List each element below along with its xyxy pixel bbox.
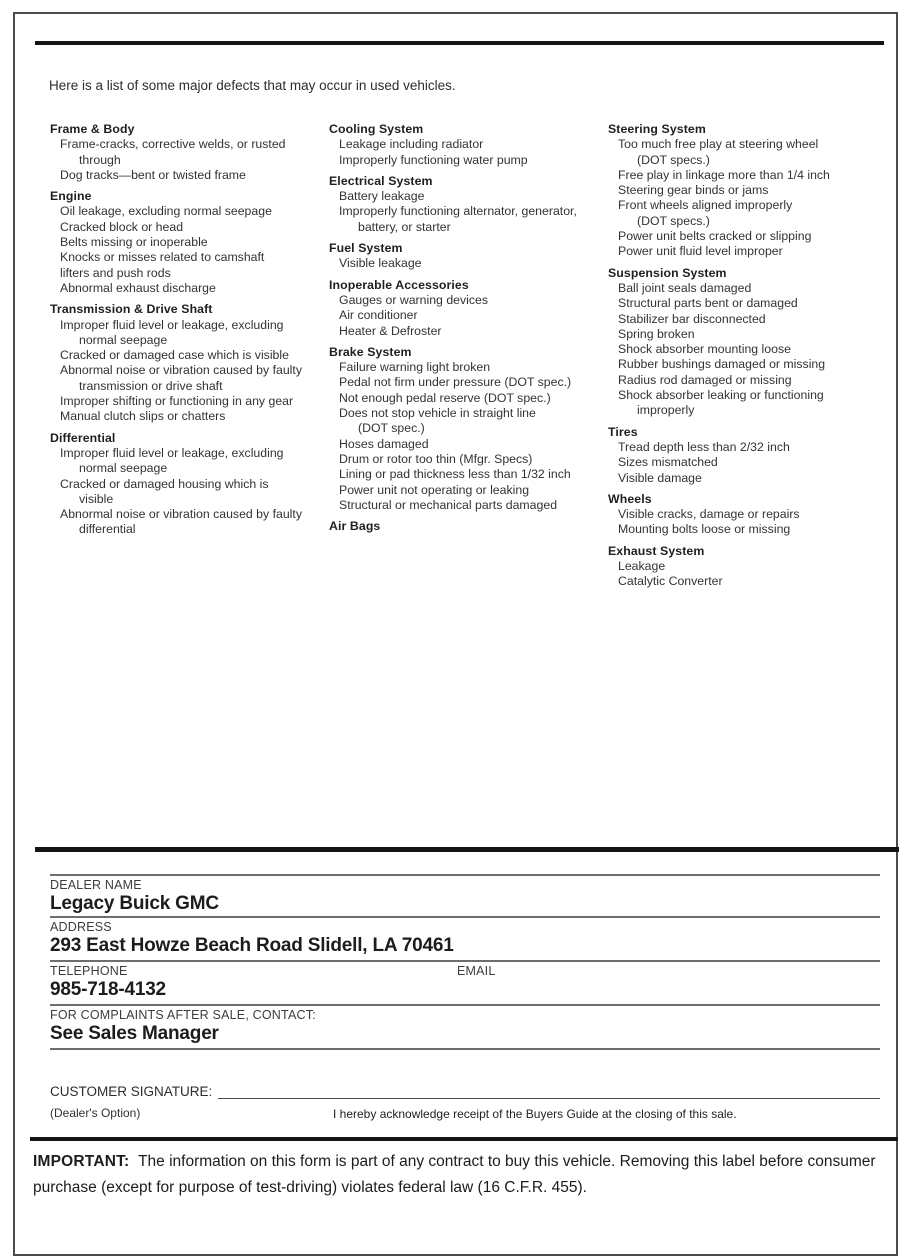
defect-section [608, 544, 891, 590]
email-label: EMAIL [457, 964, 496, 978]
dealer-name-value: Legacy Buick GMC [50, 893, 219, 914]
defect-item-line: Failure warning light broken [339, 360, 491, 375]
defect-item-line: Power unit fluid level improper [618, 244, 783, 259]
defect-item-line: Tread depth less than 2/32 inch [618, 439, 790, 454]
defect-section-heading: Fuel System [329, 241, 403, 256]
defect-section [50, 431, 329, 538]
defect-item-line: Sizes mismatched [618, 455, 718, 470]
important-text: The information on this form is part of any contract to buy this vehicle. Removing this label before consumer purchase (except for purpose of test-driving) violates federal law (16 C.F.R. 455). [33, 1153, 876, 1196]
defect-item-line: Spring broken [618, 326, 695, 341]
defect-item-line: Visible leakage [339, 256, 422, 271]
defect-item-line: Cracked block or head [60, 219, 184, 234]
defect-item-line: Frame-cracks, corrective welds, or rusted [60, 137, 286, 152]
field-row-complaints-contact [50, 1006, 880, 1050]
defect-item-line: Abnormal exhaust discharge [60, 280, 216, 295]
defect-column-2 [329, 122, 608, 540]
defect-section [329, 278, 608, 339]
defect-item-line: Knocks or misses related to camshaft [60, 250, 265, 265]
defect-item-line: through [79, 152, 121, 167]
defect-section-heading: Brake System [329, 344, 412, 359]
defect-item-line: Pedal not firm under pressure (DOT spec.) [339, 375, 572, 390]
defect-item-line: (DOT specs.) [637, 213, 710, 228]
defect-item-line: Hoses damaged [339, 436, 429, 451]
defect-section [608, 122, 891, 260]
intro-text: Here is a list of some major defects that may occur in used vehicles. [49, 78, 456, 93]
defect-item-line: Abnormal noise or vibration caused by faulty [60, 363, 302, 378]
customer-signature-row [50, 1083, 880, 1099]
defect-item-line: normal seepage [79, 332, 168, 347]
defect-section-heading: Differential [50, 430, 116, 445]
defect-item-line: Lining or pad thickness less than 1/32 inch [339, 467, 571, 482]
defect-item-line: Leakage including radiator [339, 137, 484, 152]
telephone-label: TELEPHONE [50, 964, 128, 978]
defect-section-heading: Frame & Body [50, 122, 135, 136]
defect-list-columns [50, 122, 895, 596]
defect-item-line: Shock absorber leaking or functioning [618, 388, 824, 403]
defect-item-line: Leakage [618, 559, 666, 574]
defect-item-line: Structural parts bent or damaged [618, 296, 798, 311]
complaints-contact-label: FOR COMPLAINTS AFTER SALE, CONTACT: [50, 1008, 316, 1022]
defect-item-line: lifters and push rods [60, 265, 171, 280]
defect-item-line: differential [79, 522, 136, 537]
address-value: 293 East Howze Beach Road Slidell, LA 70461 [50, 935, 454, 956]
defect-item-line: Air conditioner [339, 308, 418, 323]
defect-item-line: Shock absorber mounting loose [618, 342, 791, 357]
defect-item-line: transmission or drive shaft [79, 378, 223, 393]
defect-item-line: (DOT specs.) [637, 152, 710, 167]
defect-item-line: battery, or starter [358, 219, 451, 234]
defect-item-line: (DOT spec.) [358, 421, 425, 436]
acknowledgment-text: I hereby acknowledge receipt of the Buyers Guide at the closing of this sale. [333, 1107, 737, 1121]
defect-item-line: Improper fluid level or leakage, excluding [60, 317, 284, 332]
defect-section [608, 425, 891, 486]
defect-item-line: Cracked or damaged housing which is [60, 476, 269, 491]
defect-section [329, 174, 608, 235]
defect-item-line: Power unit not operating or leaking [339, 482, 530, 497]
middle-divider-rule [35, 847, 899, 852]
defect-item-line: Front wheels aligned improperly [618, 198, 793, 213]
defect-section-heading: Exhaust System [608, 543, 705, 558]
defect-item-line: Heater & Defroster [339, 323, 442, 338]
defect-section [50, 302, 329, 424]
defect-item-line: Drum or rotor too thin (Mfgr. Specs) [339, 451, 533, 466]
defect-item-line: Does not stop vehicle in straight line [339, 406, 536, 421]
defect-item-line: Rubber bushings damaged or missing [618, 357, 826, 372]
defect-section-heading: Air Bags [329, 519, 381, 534]
customer-signature-label: CUSTOMER SIGNATURE: [50, 1084, 213, 1099]
top-divider-rule [35, 41, 884, 45]
defect-item-line: Structural or mechanical parts damaged [339, 497, 558, 512]
defect-section-heading: Steering System [608, 122, 706, 136]
defect-item-line: Visible cracks, damage or repairs [618, 507, 800, 522]
defect-item-line: Catalytic Converter [618, 574, 723, 589]
defect-section-heading: Tires [608, 424, 638, 439]
defect-item-line: Visible damage [618, 470, 702, 485]
defect-item-line: Free play in linkage more than 1/4 inch [618, 167, 830, 182]
dealer-option-label: (Dealer's Option) [50, 1106, 141, 1120]
defect-item-line: Manual clutch slips or chatters [60, 409, 226, 424]
defect-section-heading: Wheels [608, 491, 652, 506]
defect-section-heading: Cooling System [329, 122, 424, 136]
important-label: IMPORTANT: [33, 1153, 130, 1170]
defect-item-line: Dog tracks—bent or twisted frame [60, 167, 246, 182]
defect-item-line: Belts missing or inoperable [60, 235, 208, 250]
defect-item-line: Improperly functioning water pump [339, 152, 528, 167]
defect-section-heading: Electrical System [329, 173, 433, 188]
defect-section [50, 189, 329, 296]
defect-item-line: Mounting bolts loose or missing [618, 522, 791, 537]
complaints-contact-value: See Sales Manager [50, 1023, 219, 1044]
defect-item-line: Improperly functioning alternator, generator, [339, 204, 577, 219]
customer-signature-line [218, 1083, 880, 1099]
defect-item-line: Oil leakage, excluding normal seepage [60, 204, 272, 219]
important-notice [33, 1149, 891, 1201]
defect-item-line: Not enough pedal reserve (DOT spec.) [339, 390, 551, 405]
defect-section [50, 122, 329, 183]
defect-section [608, 266, 891, 419]
defect-item-line: improperly [637, 403, 695, 418]
defect-column-1 [50, 122, 329, 544]
field-row-dealer-name [50, 874, 880, 918]
defect-section [329, 519, 608, 534]
defect-section-heading: Inoperable Accessories [329, 277, 469, 292]
bottom-divider-rule [30, 1137, 898, 1141]
field-row-address [50, 918, 880, 962]
defect-section [329, 122, 608, 168]
telephone-value: 985-718-4132 [50, 979, 166, 1000]
defect-item-line: Battery leakage [339, 189, 425, 204]
defect-section [329, 241, 608, 272]
defect-item-line: Gauges or warning devices [339, 292, 489, 307]
dealer-info-fields [50, 874, 880, 1050]
defect-item-line: visible [79, 491, 114, 506]
defect-column-3 [608, 122, 891, 596]
defect-item-line: Radius rod damaged or missing [618, 372, 792, 387]
defect-section-heading: Engine [50, 189, 92, 204]
defect-item-line: Too much free play at steering wheel [618, 137, 819, 152]
signature-sub-row [50, 1104, 880, 1122]
defect-item-line: Ball joint seals damaged [618, 280, 752, 295]
field-row-telephone [50, 962, 880, 1006]
defect-item-line: normal seepage [79, 461, 168, 476]
address-label: ADDRESS [50, 920, 112, 934]
defect-item-line: Stabilizer bar disconnected [618, 311, 766, 326]
defect-item-line: Power unit belts cracked or slipping [618, 229, 812, 244]
defect-item-line: Improper shifting or functioning in any gear [60, 394, 294, 409]
defect-item-line: Cracked or damaged case which is visible [60, 348, 289, 363]
defect-section-heading: Suspension System [608, 265, 727, 280]
defect-section [329, 345, 608, 513]
defect-item-line: Steering gear binds or jams [618, 183, 769, 198]
defect-section-heading: Transmission & Drive Shaft [50, 302, 213, 317]
defect-item-line: Improper fluid level or leakage, excluding [60, 445, 284, 460]
defect-section [608, 492, 891, 538]
dealer-name-label: DEALER NAME [50, 878, 142, 892]
defect-item-line: Abnormal noise or vibration caused by faulty [60, 507, 302, 522]
